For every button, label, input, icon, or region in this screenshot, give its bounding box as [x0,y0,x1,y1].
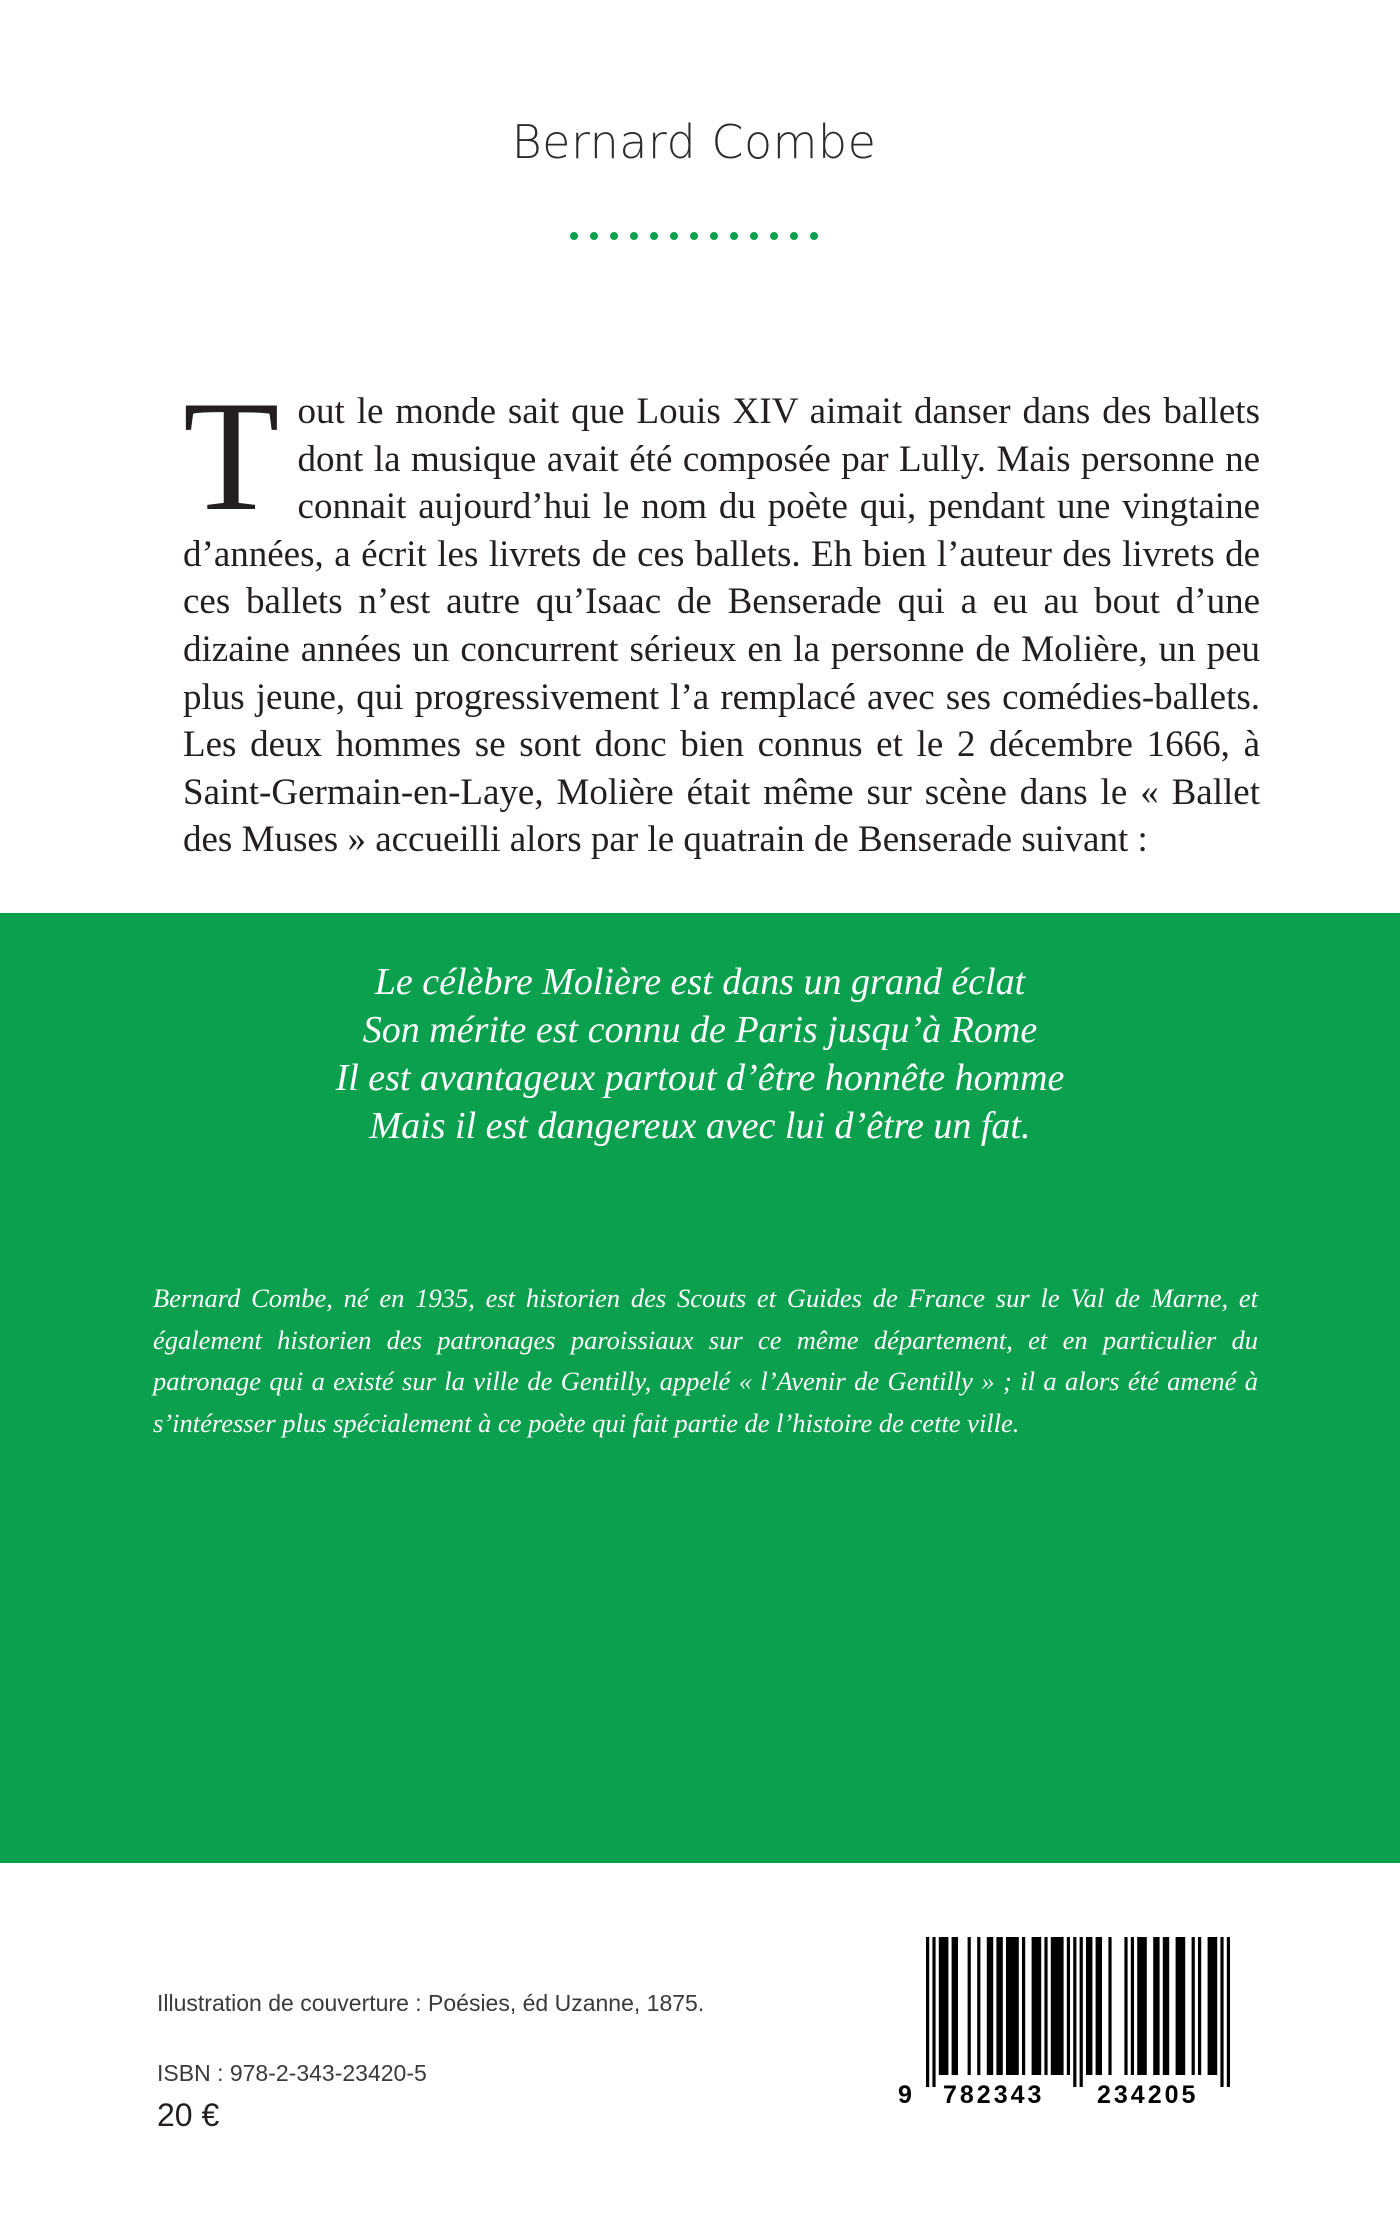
barcode-right-digits: 234205 [1094,2081,1201,2110]
barcode-bar [1032,1937,1042,2075]
barcode-bar [1073,1937,1076,2087]
barcode-bar [1192,1937,1195,2075]
quatrain-line: Son mérite est connu de Paris jusqu’à Rome [362,1009,1038,1051]
separator-dot [590,232,598,240]
barcode-bar [1227,1937,1230,2087]
separator-dot [610,232,618,240]
barcode-bar [1086,1937,1092,2075]
quatrain [0,958,1400,1150]
back-cover-blurb [183,369,1260,864]
barcode-bar [968,1937,971,2075]
barcode-bar [1208,1937,1218,2075]
separator-dot [730,232,738,240]
barcode-bar [1163,1937,1169,2075]
barcode-bar [1131,1937,1134,2075]
blurb-text: out le monde sait que Louis XIV aimait danser dans des ballets dont la musique avait été composée par Lully. Mais personne ne connait aujourd’hui le nom du poète qui, pendant une vingtaine d’années, a écrit les livrets de ces ballets. Eh bien l’auteur des livrets de ces ballets n’est autre qu’Isaac de Benserade qui a eu au bout d’une dizaine années un concurrent sérieux en la personne de Molière, un peu plus jeune, qui progressivement l’a remplacé avec ses comédies-ballets. Les deux hommes se sont donc bien connus et le 2 décembre 1666, à Saint-Germain-en-Laye, Molière était même sur scène dans le « Ballet des Muses » accueilli alors par le quatrain de Benserade suivant : [183,391,1260,861]
barcode-digits [898,2075,1260,2115]
barcode-bar [1080,1937,1083,2087]
barcode-bar [1051,1937,1064,2075]
barcode-left-digits: 782343 [940,2081,1047,2110]
barcode-bar [1096,1937,1102,2075]
quatrain-line: Le célèbre Molière est dans un grand éclat [374,961,1026,1003]
barcode-bar [1198,1937,1201,2075]
illustration-credit: Illustration de couverture : Poésies, éd Uzanne, 1875. [157,1990,705,2016]
barcode-bar [996,1937,1002,2075]
barcode-bars [926,1937,1232,2087]
barcode-bar [977,1937,980,2075]
author-bio: Bernard Combe, né en 1935, est historien des Scouts et Guides de France sur le Val de Marne, et également historien des patronages paroissiaux sur ce même département, et en particulier du patronage qui a existé sur la ville de Gentilly, appelé « l’Avenir de Gentilly » ; il a alors été amené à s’intéresser plus spécialement à ce poète qui fait partie de l’histoire de cette ville. [153,1283,1258,1438]
barcode-bar [939,1937,949,2075]
barcode-bar [1176,1937,1186,2075]
isbn: ISBN : 978-2-343-23420-5 [157,2060,427,2086]
separator-dot [710,232,718,240]
quatrain-line: Mais il est dangereux avec lui d’être un fat. [369,1105,1031,1147]
green-panel [0,913,1400,1863]
drop-cap: T [183,369,280,544]
barcode-bar [1022,1937,1025,2075]
dot-separator [0,232,1388,252]
separator-dot [770,232,778,240]
separator-dot [690,232,698,240]
barcode-first-digit: 9 [898,2081,912,2109]
quatrain-line: Il est avantageux partout d’être honnête homme [335,1057,1065,1099]
barcode-bar [1006,1937,1019,2075]
separator-dot [810,232,818,240]
barcode-bar [932,1937,935,2087]
separator-dot [790,232,798,240]
barcode-bar [1137,1937,1147,2075]
barcode-bar [1108,1937,1111,2075]
author-name: Bernard Combe [511,115,877,169]
barcode-bar [926,1937,929,2087]
price: 20 € [157,2097,220,2133]
barcode-bar [1124,1937,1127,2075]
separator-dot [670,232,678,240]
barcode-bar [1067,1937,1070,2075]
barcode-bar [1044,1937,1047,2075]
isbn-barcode [898,1937,1260,2117]
barcode-bar [952,1937,958,2075]
separator-dot [570,232,578,240]
barcode-bar [1153,1937,1159,2075]
barcode-bar [1220,1937,1223,2087]
separator-dot [630,232,638,240]
barcode-bar [987,1937,993,2075]
separator-dot [750,232,758,240]
separator-dot [650,232,658,240]
